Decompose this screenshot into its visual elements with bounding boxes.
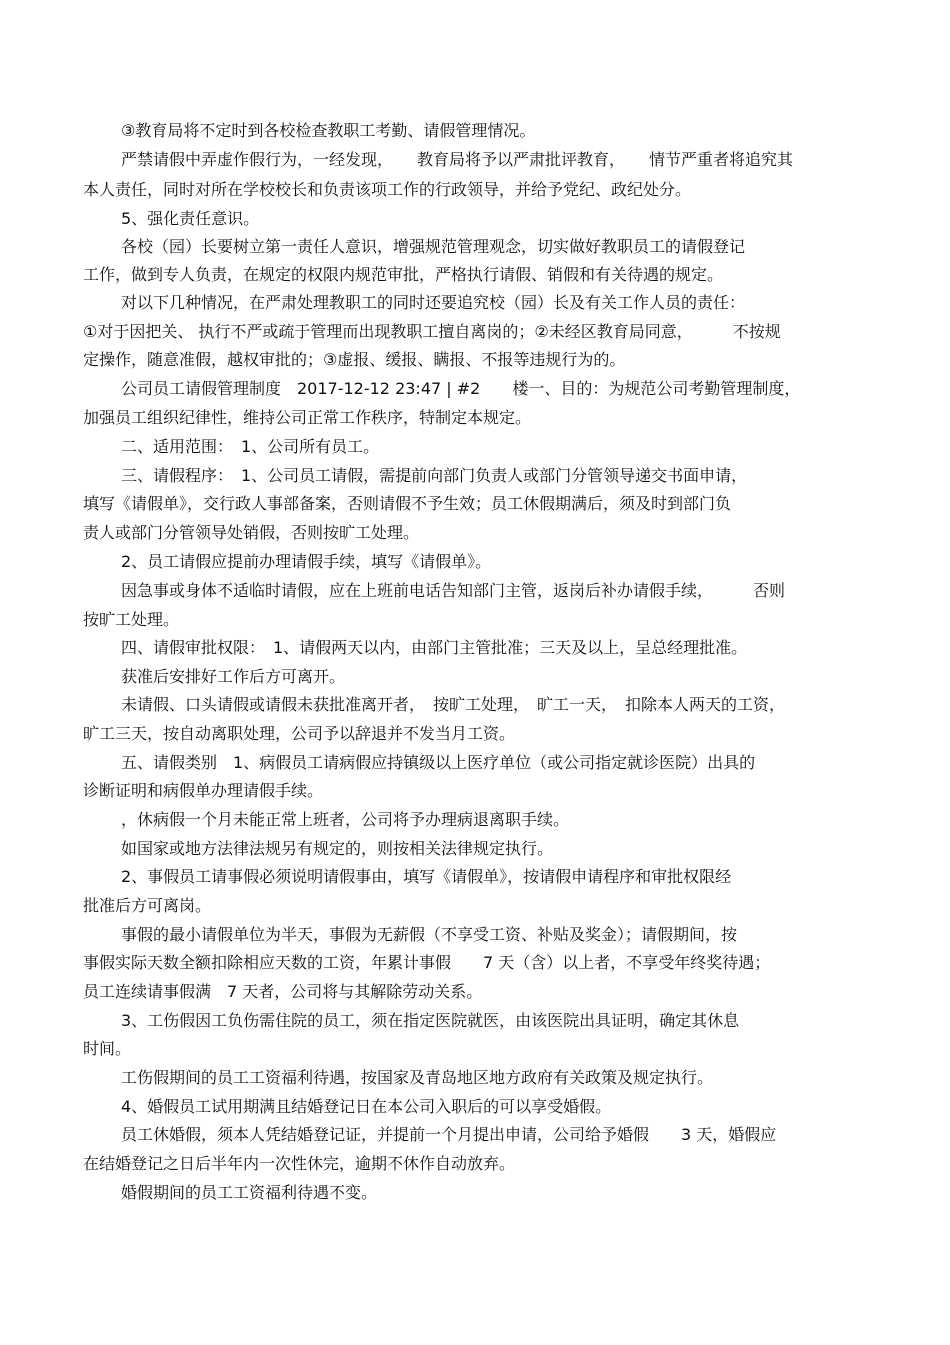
text-line: 员工休婚假，须本人凭结婚登记证，并提前一个月提出申请，公司给予婚假 3 天，婚假应 [121, 1125, 777, 1144]
text-line: 因急事或身体不适临时请假，应在上班前电话告知部门主管，返岗后补办请假手续， 否则 [121, 581, 786, 600]
text-line: 工伤假期间的员工工资福利待遇，按国家及青岛地区地方政府有关政策及规定执行。 [121, 1068, 714, 1087]
text-line: ，休病假一个月未能正常上班者，公司将予办理病退离职手续。 [121, 810, 570, 829]
text-line: 2、事假员工请事假必须说明请假事由，填写《请假单》，按请假申请程序和审批权限经 [121, 867, 732, 886]
text-line: 事假实际天数全额扣除相应天数的工资，年累计事假 7 天（含）以上者，不享受年终奖待遇； [83, 953, 771, 972]
text-line: 本人责任，同时对所在学校校长和负责该项工作的行政领导，并给予党纪、政纪处分。 [83, 180, 692, 199]
text-line: 3、工伤假因工负伤需住院的员工，须在指定医院就医，由该医院出具证明，确定其休息 [121, 1011, 740, 1030]
text-line: 批准后方可离岗。 [83, 896, 212, 915]
text-line: 如国家或地方法律法规另有规定的，则按相关法律规定执行。 [121, 839, 554, 858]
text-line: 四、请假审批权限： 1、请假两天以内，由部门主管批准；三天及以上，呈总经理批准。 [121, 638, 748, 657]
text-line: 5、强化责任意识。 [121, 209, 260, 228]
text-line: ③教育局将不定时到各校检查教职工考勤、请假管理情况。 [121, 121, 536, 140]
text-line: 加强员工组织纪律性，维持公司正常工作秩序，特制定本规定。 [83, 408, 532, 427]
text-line: 在结婚登记之日后半年内一次性休完，逾期不休作自动放弃。 [83, 1154, 516, 1173]
text-line: 公司员工请假管理制度 2017-12-12 23:47 | #2 楼一、目的：为规范公司考勤管理制度， [121, 379, 801, 398]
text-line: 诊断证明和病假单办理请假手续。 [83, 781, 324, 800]
text-line: 二、适用范围： 1、公司所有员工。 [121, 437, 380, 456]
text-line: 未请假、口头请假或请假未获批准离开者， 按旷工处理， 旷工一天， 扣除本人两天的工资， [121, 695, 786, 714]
text-line: 4、婚假员工试用期满且结婚登记日在本公司入职后的可以享受婚假。 [121, 1097, 612, 1116]
text-line: 时间。 [83, 1039, 132, 1058]
text-line: 员工连续请事假满 7 天者，公司将与其解除劳动关系。 [83, 982, 483, 1001]
text-line: 三、请假程序： 1、公司员工请假，需提前向部门负责人或部门分管领导递交书面申请， [121, 466, 748, 485]
text-line: 五、请假类别 1、病假员工请病假应持镇级以上医疗单位（或公司指定就诊医院）出具的 [121, 753, 756, 772]
text-line: 事假的最小请假单位为半天，事假为无薪假（不享受工资、补贴及奖金）；请假期间，按 [121, 925, 738, 944]
text-line: 获准后安排好工作后方可离开。 [121, 667, 346, 686]
text-line: 填写《请假单》，交行政人事部备案，否则请假不予生效；员工休假期满后，须及时到部门负 [83, 494, 732, 513]
text-line: 婚假期间的员工工资福利待遇不变。 [121, 1183, 378, 1202]
text-line: 按旷工处理。 [83, 610, 180, 629]
text-line: 旷工三天，按自动离职处理，公司予以辞退并不发当月工资。 [83, 724, 516, 743]
text-line: 工作，做到专人负责，在规定的权限内规范审批，严格执行请假、销假和有关待遇的规定。 [83, 265, 724, 284]
text-line: 严禁请假中弄虚作假行为，一经发现， 教育局将予以严肃批评教育， 情节严重者将追究其 [121, 150, 794, 169]
text-line: 2、员工请假应提前办理请假手续，填写《请假单》。 [121, 552, 492, 571]
text-line: ①对于因把关、 执行不严或疏于管理而出现教职工擅自离岗的；②未经区教育局同意， 不按规 [83, 322, 781, 341]
text-line: 对以下几种情况，在严肃处理教职工的同时还要追究校（园）长及有关工作人员的责任： [121, 293, 746, 312]
text-line: 定操作，随意准假，越权审批的；③虚报、缓报、瞒报、不报等违规行为的。 [83, 350, 626, 369]
text-line: 责人或部门分管领导处销假，否则按旷工处理。 [83, 523, 420, 542]
text-line: 各校（园）长要树立第一责任人意识，增强规范管理观念，切实做好教职员工的请假登记 [121, 237, 746, 256]
